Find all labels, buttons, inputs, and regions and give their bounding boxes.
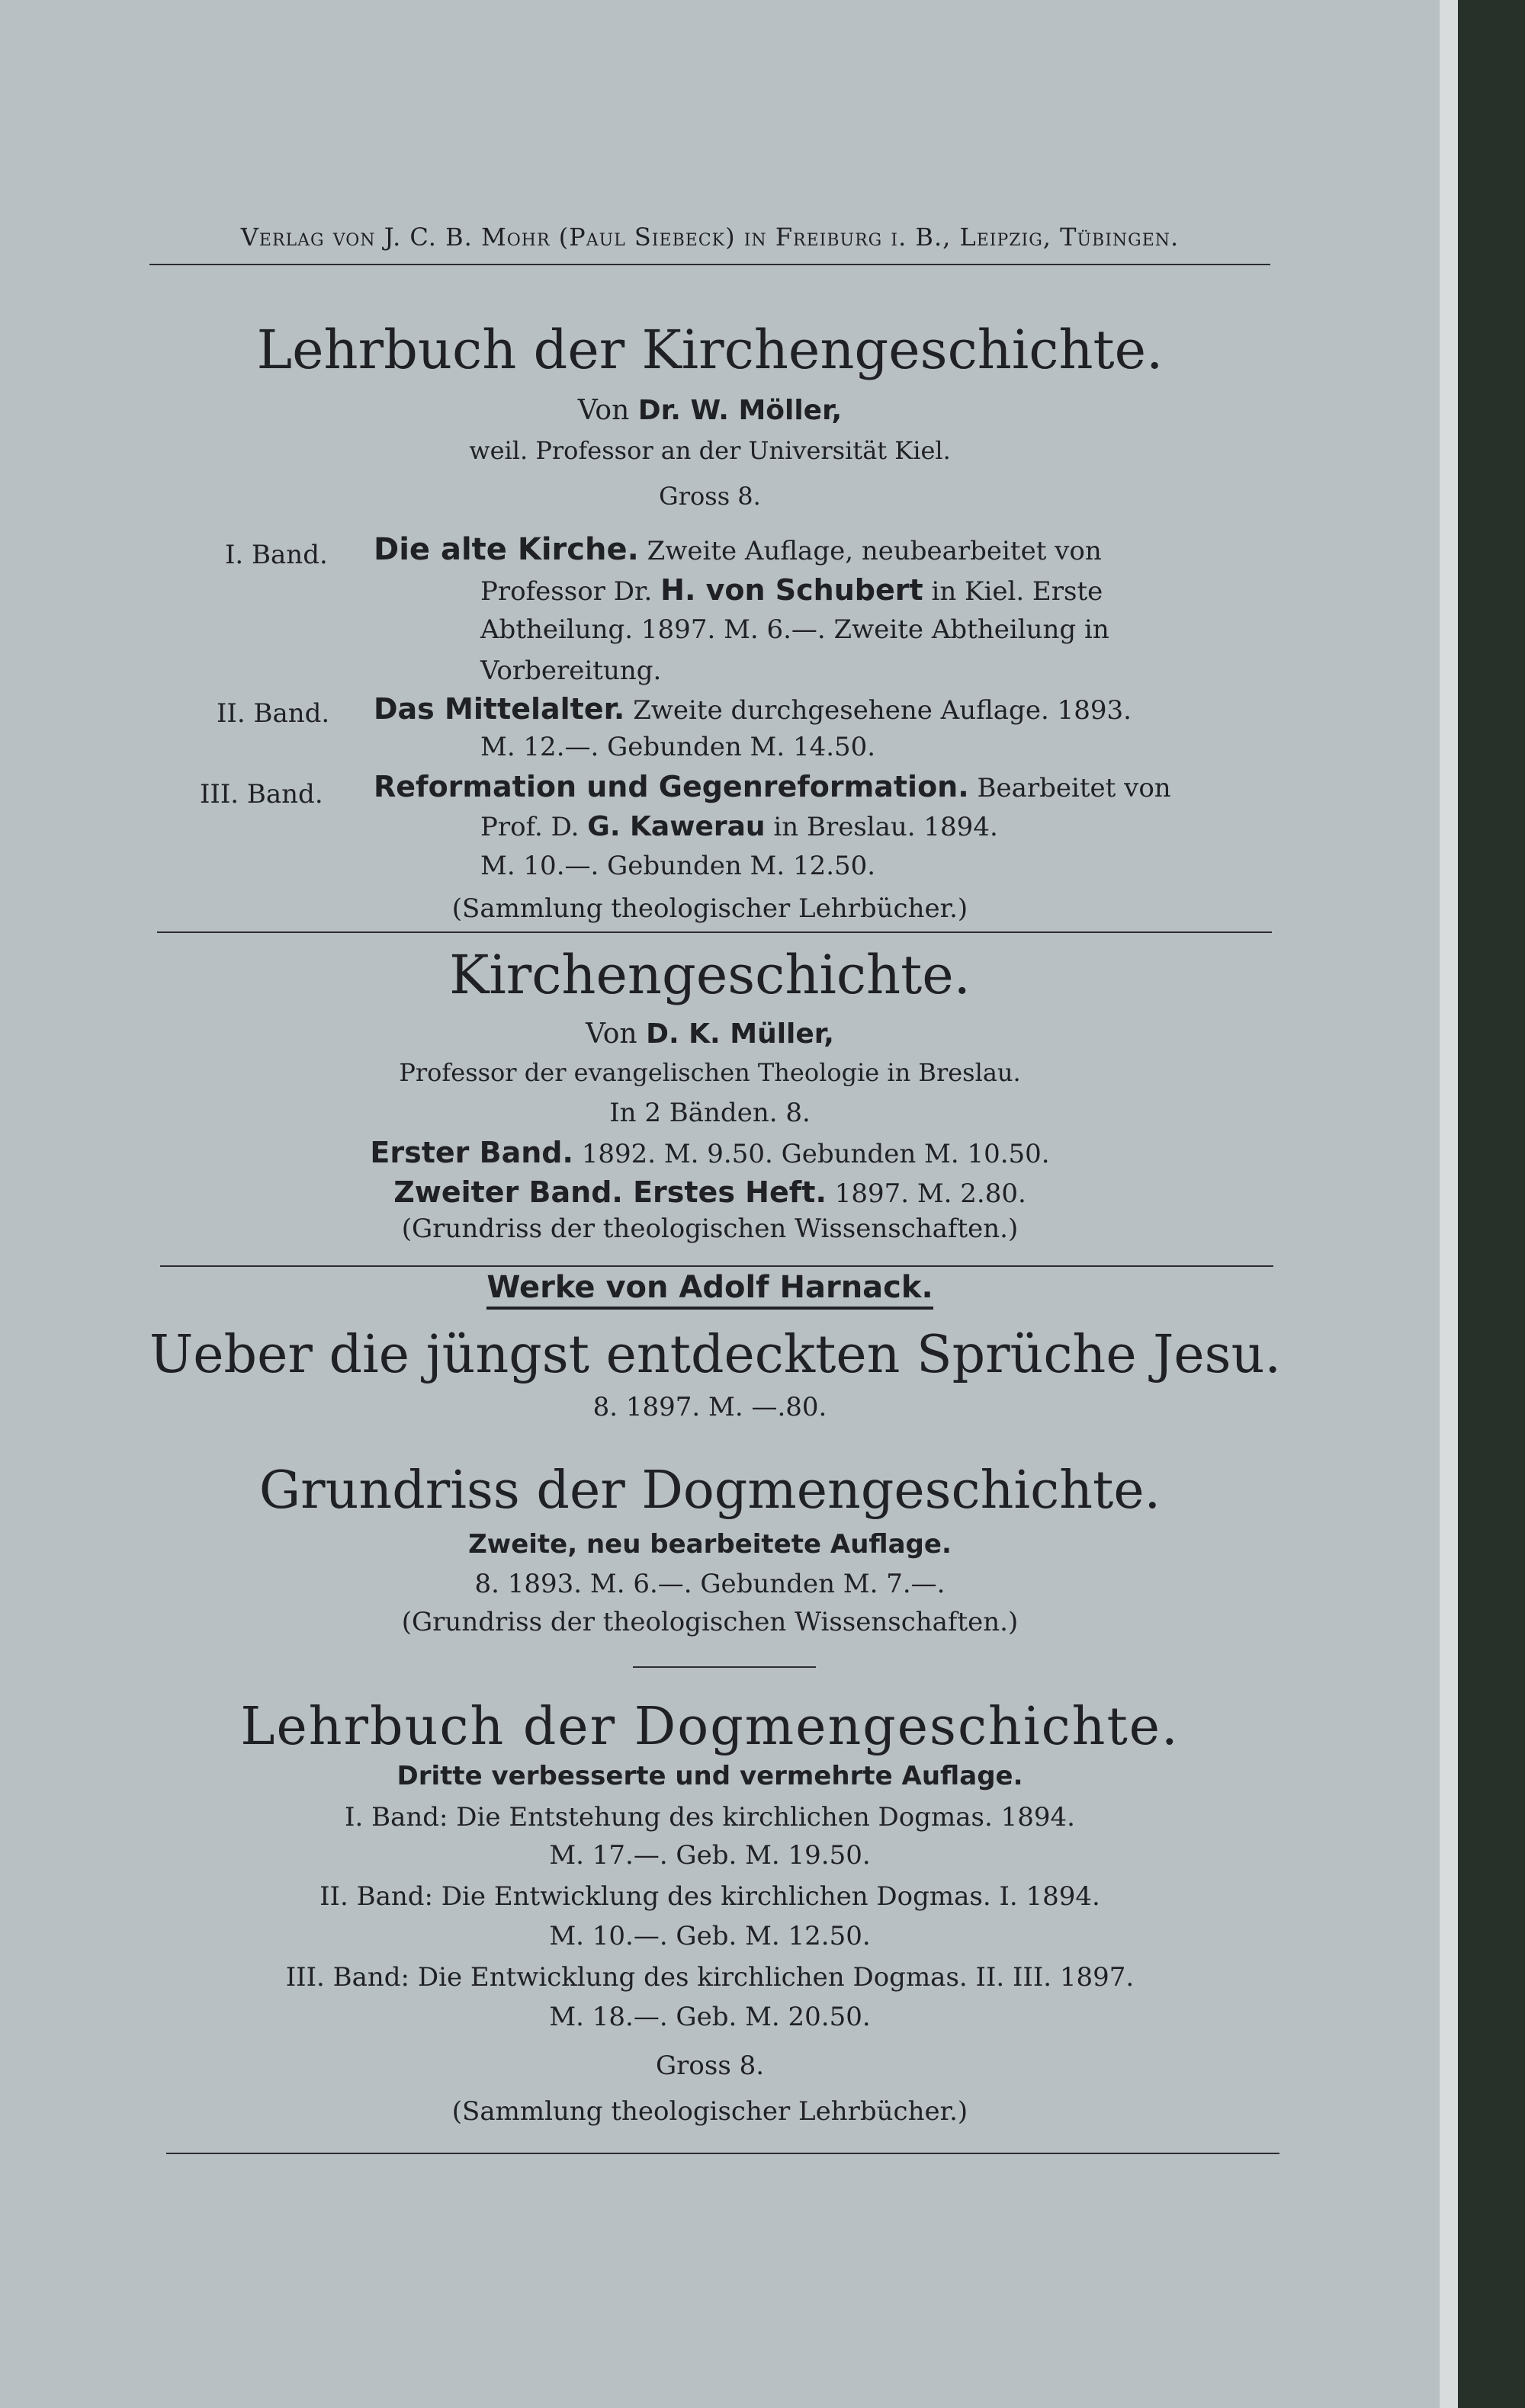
sec1-vol1-line4: Vorbereitung. [480,656,662,686]
harnack-book3-vol3-price: M. 18.—. Geb. M. 20.50. [549,2002,871,2032]
sec1-vol1-l2a: Professor Dr. [480,576,653,607]
header-rule [149,264,1270,265]
sec1-vol3-title: Reformation und Gegenreformation. [374,770,969,803]
sec3-heading: Werke von Adolf Harnack. [486,1270,933,1310]
sec1-author: Dr. W. Möller, [637,395,843,426]
sec2-title: Kirchengeschichte. [449,944,971,1006]
sec2-affil: Professor der evangelischen Theologie in Breslau. [399,1058,1021,1087]
publisher-header: Verlag von J. C. B. Mohr (Paul Siebeck) in Freiburg i. B., Leipzig, Tübingen. [240,223,1180,252]
harnack-book2-series: (Grundriss der theologischen Wissenschaften.) [401,1607,1019,1637]
sec1-vol3-l2a: Prof. D. [480,812,580,842]
sec2-line1 [149,1136,1270,1169]
harnack-book3-vol2: II. Band: Die Entwicklung des kirchlichen Dogmas. I. 1894. [319,1881,1100,1912]
sec2-line2 [149,1175,1270,1209]
sec1-vol2-line2: M. 12.—. Gebunden M. 14.50. [480,732,876,762]
sec1-vol3-line3: M. 10.—. Gebunden M. 12.50. [480,851,876,881]
sec2-vol2-info: 1897. M. 2.80. [834,1178,1026,1209]
sec1-vol1-line2 [480,573,1103,607]
sec3-heading-wrap [149,1270,1270,1310]
sec2-vol2-label: Zweiter Band. Erstes Heft. [393,1175,827,1209]
sec1-rule [157,931,1272,933]
harnack-book3-vol1: I. Band: Die Entstehung des kirchlichen Dogmas. 1894. [345,1802,1075,1832]
sec1-format: Gross 8. [659,482,761,511]
page-edge [1440,0,1459,2408]
sec2-series: (Grundriss der theologischen Wissenschaften.) [401,1214,1019,1244]
sec2-vol1-info: 1892. M. 9.50. Gebunden M. 10.50. [581,1139,1050,1169]
sec1-series: (Sammlung theologischer Lehrbücher.) [451,893,968,924]
sec1-vol1-editor: H. von Schubert [660,573,923,607]
sec1-title: Lehrbuch der Kirchengeschichte. [256,319,1164,381]
sec2-author: D. K. Müller, [646,1018,834,1050]
harnack-book3-series: (Sammlung theologischer Lehrbücher.) [451,2096,968,2127]
sec2-vol1-label: Erster Band. [370,1136,573,1169]
sec1-vol3-line2 [480,811,998,842]
sec1-vol3-l2c: in Breslau. 1894. [773,812,998,842]
harnack-book3-format: Gross 8. [655,2050,765,2081]
sec2-author-prefix: Von [586,1018,637,1050]
harnack-book3-vol1-price: M. 17.—. Geb. M. 19.50. [549,1840,871,1871]
book2-short-rule [633,1666,816,1668]
sec1-vol2-text: Zweite durchgesehene Auflage. 1893. [633,695,1132,726]
harnack-book1-title: Ueber die jüngst entdeckten Sprüche Jesu. [149,1325,1281,1385]
sec1-vol2-line1 [374,692,1132,726]
sec2-rule [160,1265,1273,1267]
harnack-book2-info: 8. 1893. M. 6.—. Gebunden M. 7.—. [474,1569,946,1599]
sec1-vol1-l2c: in Kiel. Erste [931,576,1103,607]
harnack-book2-title: Grundriss der Dogmengeschichte. [258,1461,1161,1521]
sec1-vol1-label: I. Band. [225,540,328,570]
sec1-vol2-label: II. Band. [217,698,330,729]
sec1-vol2-title: Das Mittelalter. [374,692,625,726]
harnack-book3-edition: Dritte verbesserte und vermehrte Auflage. [396,1761,1023,1791]
sec1-author-prefix: Von [577,395,630,426]
harnack-book1-info: 8. 1897. M. —.80. [592,1392,827,1422]
sec2-author-line [149,1018,1270,1050]
sec1-vol1-text: Zweite Auflage, neubearbeitet von [647,536,1102,566]
harnack-book3-vol2-price: M. 10.—. Geb. M. 12.50. [549,1921,871,1951]
harnack-book2-edition: Zweite, neu bearbeitete Auflage. [468,1529,952,1560]
sec1-vol3-line1 [374,770,1171,803]
sec1-vol1-title: Die alte Kirche. [374,532,639,567]
harnack-book3-vol3: III. Band: Die Entwicklung des kirchlichen Dogmas. II. III. 1897. [285,1962,1135,1993]
sec1-author-line [149,395,1270,426]
sec1-vol3-editor: G. Kawerau [587,811,766,842]
sec1-vol1-line1 [374,532,1102,567]
bottom-rule [166,2153,1279,2154]
sec1-vol3-text: Bearbeitet von [977,773,1171,803]
sec1-vol1-line3: Abtheilung. 1897. M. 6.—. Zweite Abtheilung in [480,614,1109,645]
sec1-vol3-label: III. Band. [200,779,323,810]
sec1-affil: weil. Professor an der Universität Kiel. [469,436,951,465]
book-binding [1458,0,1525,2408]
harnack-book3-title: Lehrbuch der Dogmengeschichte. [240,1697,1180,1757]
sec2-format: In 2 Bänden. 8. [609,1098,811,1128]
